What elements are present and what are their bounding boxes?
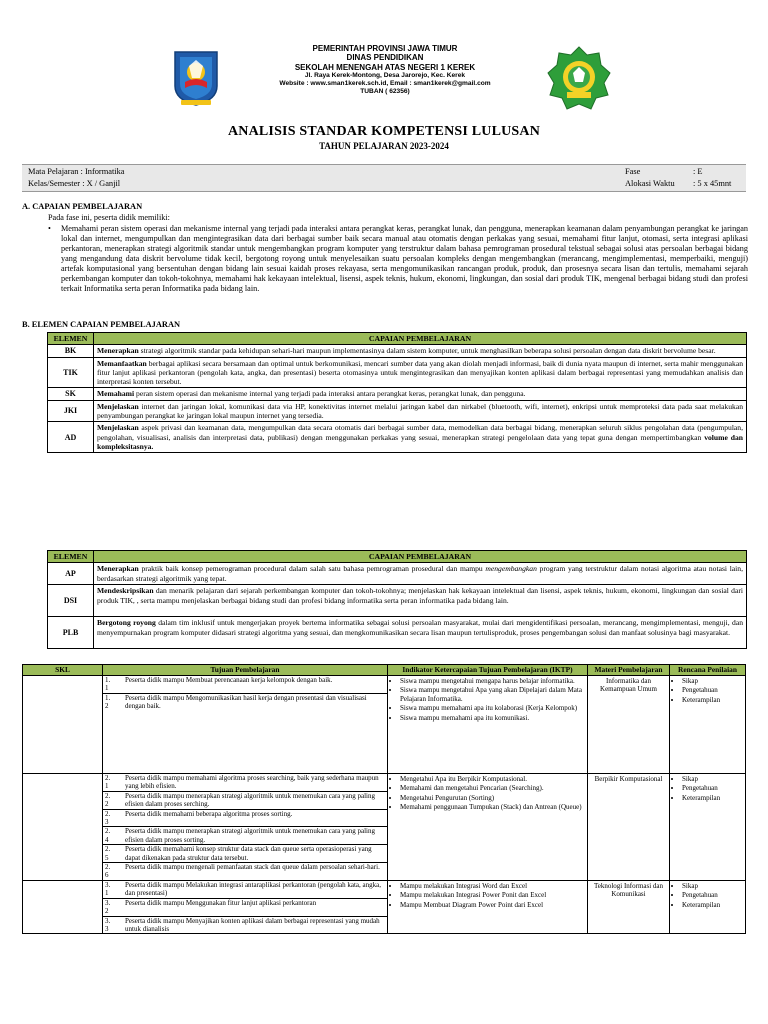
table-row xyxy=(48,563,747,585)
subject-field: Mata Pelajaran : Informatika xyxy=(28,167,125,176)
column-header: CAPAIAN PEMBELAJARAN xyxy=(94,551,747,563)
skl-cell xyxy=(23,676,103,774)
page-subtitle: TAHUN PELAJARAN 2023-2024 xyxy=(319,141,449,151)
assessment-cell xyxy=(670,880,746,933)
list-item: • Pengetahuan xyxy=(682,784,743,792)
indicators-cell xyxy=(388,676,588,774)
objective-item xyxy=(103,694,387,711)
table-row xyxy=(48,345,747,357)
list-item: • Sikap xyxy=(682,677,743,685)
learning-objectives-table xyxy=(22,664,746,934)
list-item: • Keterampilan xyxy=(682,696,743,704)
element-description xyxy=(94,388,747,400)
element-verb: Memahami xyxy=(97,389,135,399)
objective-number: 3. 3 xyxy=(105,916,111,933)
objectives-cell xyxy=(103,774,388,881)
objectives-cell xyxy=(103,880,388,933)
list-item: • Mampu melakukan Integrasi Power Ponit dan Excel xyxy=(400,891,585,899)
element-code: SK xyxy=(48,388,94,400)
element-description xyxy=(94,345,747,357)
objective-item xyxy=(103,845,387,863)
list-item: • Mengetahui Apa itu Berpikir Komputasional. xyxy=(400,775,585,783)
element-code: DSI xyxy=(48,585,94,617)
objective-number: 3. 2 xyxy=(105,898,111,916)
indicator-list xyxy=(390,677,585,722)
table-row xyxy=(23,880,746,933)
element-text: dan menarik pelajaran dari sejarah perkembangan komputer dan tokoh-tokohnya; menjelaskan hak kekayaan intelektual dan lisensi, aspek teknis, hukum, ekonomi, lingkungan dan sosial dari produk TIK, , serta mampu menjelaskan berbagai bidang studi dan profesi bidang informatika serta peran informatika pada bidang lain. xyxy=(97,586,743,605)
section-b-heading: B. ELEMEN CAPAIAN PEMBELAJARAN xyxy=(22,320,181,329)
table-row xyxy=(48,357,747,388)
objective-item xyxy=(103,827,387,845)
letterhead-school: SEKOLAH MENENGAH ATAS NEGERI 1 KEREK xyxy=(294,62,476,72)
objective-text: Peserta didik mampu Membuat perencanaan kerja kelompok dengan baik. xyxy=(125,676,333,684)
objective-item xyxy=(103,774,387,792)
element-verb: Memanfaatkan xyxy=(97,358,147,368)
objective-text: Peserta didik mampu Menggunakan fitur lanjut aplikasi perkantoran xyxy=(125,898,317,907)
table-row xyxy=(48,422,747,453)
element-verb: Menjelaskan xyxy=(97,423,139,433)
element-verb: Menerapkan xyxy=(97,346,139,356)
element-description xyxy=(94,585,747,617)
objective-text: Peserta didik mampu Mengomunikasikan hasil kerja dengan presentasi dan visualisasi dengan baik. xyxy=(125,693,367,711)
element-verb: Mendeskripsikan xyxy=(97,586,154,596)
column-header: ELEMEN xyxy=(48,551,94,563)
objectives-cell xyxy=(103,676,388,774)
objective-number: 2. 1 xyxy=(105,774,111,791)
element-text: praktik baik konsep pemerograman procedural dalam salah satu bahasa pemrograman prosedural dan mampu xyxy=(138,564,486,574)
element-description xyxy=(94,357,747,388)
list-item: • Pengetahuan xyxy=(682,891,743,899)
element-text-italic: mengembangkan xyxy=(485,564,537,574)
element-code: TIK xyxy=(48,357,94,388)
table-row xyxy=(48,400,747,422)
objective-item xyxy=(103,810,387,828)
element-verb: Bergotong royong xyxy=(97,618,156,628)
list-item: • Siswa mampu mengetahui mengapa harus belajar informatika. xyxy=(400,677,585,685)
objective-item xyxy=(103,881,387,899)
page-title: ANALISIS STANDAR KOMPETENSI LULUSAN xyxy=(227,124,541,139)
list-item: • Siswa mampu mengetahui Apa yang akan Dipelajari dalam Mata Pelajaran Informatika. xyxy=(400,686,585,703)
skl-cell xyxy=(23,774,103,881)
section-a-intro: Pada fase ini, peserta didik memiliki: xyxy=(48,213,170,222)
objective-item xyxy=(103,792,387,810)
assessment-list xyxy=(672,775,743,802)
bullet-icon: • xyxy=(48,224,51,233)
objective-number: 2. 3 xyxy=(105,809,111,827)
list-item: • Mengetahui Pengurutan (Sorting) xyxy=(400,794,585,802)
element-text: dalam tim inklusif untuk mengerjakan proyek bertema informatika sebagai solusi persoalan masyarakat, mulai dari mengidentifikasi persoalan, merancang, mengimplementasi, menguji, dan menyempurnakan program komputer didasari strategi algoritma yang sesuai, dan mengkomunikasikan secara lisan maupun tertulisproduk, proses pengembangan solusi dan manfaat solusinya bagi masyarakat. xyxy=(97,618,743,637)
elements-table-continued xyxy=(47,550,747,649)
phase-value: : E xyxy=(693,167,703,176)
objective-item xyxy=(103,899,387,917)
section-a-heading: A. CAPAIAN PEMBELAJARAN xyxy=(22,202,143,211)
assessment-cell xyxy=(670,676,746,774)
column-header: Materi Pembelajaran xyxy=(588,665,670,676)
material-cell: Informatika dan Kemampuan Umum xyxy=(588,676,670,774)
element-verb: Menjelaskan xyxy=(97,401,139,411)
assessment-cell xyxy=(670,774,746,881)
element-code: AD xyxy=(48,422,94,453)
element-text: internet dan jaringan lokal, komunikasi data via HP, konektivitas internet melalui jaringan kabel dan nirkabel (bluetooth, wifi, internet), enkripsi untuk memproteksi data pada saat melakukan penyambungan perangkat ke jaringan lokal maupun internet yang tersedia. xyxy=(97,401,743,421)
objective-number: 1. 2 xyxy=(105,693,111,711)
table-row xyxy=(48,388,747,400)
indicators-cell xyxy=(388,880,588,933)
objective-number: 2. 6 xyxy=(105,863,111,880)
letterhead-contact: Website : www.sman1kerek.sch.id, Email : sman1kerek@gmail.com xyxy=(279,79,491,87)
table-row xyxy=(48,585,747,617)
time-allocation-label: Alokasi Waktu xyxy=(625,179,675,188)
list-item: • Siswa mampu memahami apa itu kolaborasi (Kerja Kelompok) xyxy=(400,704,585,712)
objective-text: Peserta didik mampu mengenali pemanfaatan stack dan queue dalam persoalan sehari-hari. xyxy=(125,863,380,872)
east-java-emblem-icon xyxy=(171,48,221,106)
objective-number: 1. 1 xyxy=(105,676,111,693)
table-header-row xyxy=(48,551,747,563)
objective-item xyxy=(103,863,387,880)
element-text: peran sistem operasi dan mekanisme internal yang terjadi pada interaksi antara perangkat keras, perangkat lunak, dan pengguna. xyxy=(134,389,526,399)
column-header: Tujuan Pembelajaran xyxy=(103,665,388,676)
list-item: • Pengetahuan xyxy=(682,686,743,694)
objective-number: 3. 1 xyxy=(105,880,111,898)
element-code: BK xyxy=(48,345,94,357)
list-item: • Keterampilan xyxy=(682,794,743,802)
section-a-bullet xyxy=(48,224,748,294)
indicators-cell xyxy=(388,774,588,881)
section-a-bullet-text: Memahami peran sistem operasi dan mekanisme internal yang terjadi pada interaksi antara perangkat keras, perangkat lunak, dan pengguna, menerapkan keamanan dalam penyambungan perangkat ke jaringan lokal dan internet, mengumpulkan dan mengintegrasikan data dari berbagai sumber baik secara manual atau otomatis dengan perkakas yang sesuai, memahami fitur lanjut, otomasi, serta integrasi aplikasi perkantoran, menerapkan strategi algoritmik standar untuk mengembangkan program komputer yang terstruktur dalam bahasa pemrograman prosedural tekstual sebagai solusi atas persoalan berbagai bidang yang mengandung data diskrit bervolume tidak kecil, bergotong royong untuk menyelesaikan suatu persoalan kompleks dengan mengembangkan (merancang, mengimplementasi, memperbaiki, menguji) artefak komputasional yang bersentuhan dengan bidang lain sesuai kaidah proses rekayasa, serta mengomunikasikan rancangan produk, produk, dan prosesnya secara lisan dan tertulis, memahami sejarah perkembangan komputer dan tokoh-tokohnya, memahami hak kekayaan intelektual, lisensi, aspek teknis, hukum, ekonomi, lingkungan, dan sosial dari produk TIK, mengenal berbagai bidang studi dan profesi terkait Informatika serta peran Informatika pada bidang lain. xyxy=(61,224,748,293)
column-header: CAPAIAN PEMBELAJARAN xyxy=(94,333,747,345)
assessment-list xyxy=(672,677,743,704)
letterhead-city: TUBAN ( 62356) xyxy=(360,87,410,95)
objective-number: 2. 4 xyxy=(105,827,111,844)
phase-label: Fase xyxy=(625,167,641,176)
class-semester-field: Kelas/Semester : X / Ganjil xyxy=(28,179,121,188)
course-info-bar xyxy=(22,164,746,192)
objective-number: 2. 5 xyxy=(105,845,111,862)
element-text: strategi algoritmik standar pada kehidupan sehari-hari maupun implementasinya dalam sistem komputer, untuk menghasilkan beberapa solusi persoalan dengan data diskrit bervolume besar. xyxy=(138,346,716,356)
column-header: Indikator Ketercapaian Tujuan Pembelajaran (IKTP) xyxy=(388,665,588,676)
column-header: ELEMEN xyxy=(48,333,94,345)
element-description xyxy=(94,617,747,649)
objective-text: Peserta didik mampu memahami algoritma proses searching, baik yang sederhana maupun yang lebih efisien. xyxy=(125,774,379,791)
material-cell: Berpikir Komputasional xyxy=(588,774,670,881)
time-allocation-value: : 5 x 45mnt xyxy=(693,179,732,188)
element-description xyxy=(94,400,747,422)
material-cell: Teknologi Informasi dan Komunikasi xyxy=(588,880,670,933)
column-header: Rencana Penilaian xyxy=(670,665,746,676)
school-logo-icon xyxy=(547,46,611,110)
objective-item xyxy=(103,676,387,694)
table-row xyxy=(23,676,746,774)
element-code: JKI xyxy=(48,400,94,422)
column-header: SKL xyxy=(23,665,103,676)
table-header-row xyxy=(48,333,747,345)
element-description xyxy=(94,563,747,585)
elements-table xyxy=(47,332,747,453)
assessment-list xyxy=(672,882,743,909)
letterhead-dept: DINAS PENDIDIKAN xyxy=(346,53,424,63)
letterhead-address: Jl. Raya Kerek-Montong, Desa Jarorejo, Kec. Kerek xyxy=(304,71,466,79)
element-description xyxy=(94,422,747,453)
element-code: PLB xyxy=(48,617,94,649)
list-item: • Sikap xyxy=(682,775,743,783)
element-text: berbagai aplikasi secara bersamaan dan optimal untuk berkomunikasi, mencari sumber data yang akan diolah menjadi informasi, baik di dunia nyata maupun di internet, serta mahir menggunakan fitur lanjut aplikasi perkantoran (pengolah kata, angka, dan presentasi) beserta otomasinya untuk mengintegrasikan dan menyajikan konten aplikasi dalam berbagai representasi yang memudahkan analisis dan interpretasi konten tersebut. xyxy=(97,358,743,387)
list-item: • Memahami dan mengetahui Pencarian (Searching). xyxy=(400,784,585,792)
table-row xyxy=(48,617,747,649)
list-item: • Keterampilan xyxy=(682,901,743,909)
element-verb: Menerapkan xyxy=(97,564,139,574)
letterhead-text xyxy=(230,44,540,96)
element-text: aspek privasi dan keamanan data, mengumpulkan data secara otomatis dari berbagai sumber data, memodelkan data berbagai bidang, menerapkan seluruh siklus pengolahan data (pengumpulan, pengolahan, visualisasi, analisis dan interpretasi data, publikasi) dengan menggunakan perkakas yang sesuai, menerapkan strategi pengelolaan data yang tepat guna dengan mempertimbangkan xyxy=(97,423,743,442)
letterhead xyxy=(0,42,768,102)
objective-text: Peserta didik memahami beberapa algoritma proses sorting. xyxy=(125,809,293,818)
objective-text: Peserta didik memahami konsep struktur data stack dan queue serta operasioperasi yang dapat dikenakan pada struktur data tersebut. xyxy=(125,845,372,862)
element-code: AP xyxy=(48,563,94,585)
objective-text: Peserta didik mampu menerapkan strategi algoritmik untuk menemukan cara yang paling efisien dalam proses serching. xyxy=(125,791,375,809)
objective-text: Peserta didik mampu Melakukan integrasi antaraplikasi perkantoran (pengolah kata, angka, dan presentasi) xyxy=(125,880,381,898)
letterhead-gov: PEMERINTAH PROVINSI JAWA TIMUR xyxy=(312,44,458,53)
list-item: • Memahami penggunaan Tumpukan (Stack) dan Antrean (Queue) xyxy=(400,803,585,811)
table-row xyxy=(23,774,746,881)
indicator-list xyxy=(390,882,585,909)
list-item: • Sikap xyxy=(682,882,743,890)
objective-number: 2. 2 xyxy=(105,791,111,809)
skl-cell xyxy=(23,880,103,933)
objective-item xyxy=(103,917,387,934)
list-item: • Siswa mampu memahami apa itu komunikasi. xyxy=(400,714,585,722)
element-text: program yang terstruktur dalam notasi algoritma atau notasi lain, berdasarkan strategi algoritmik yang tepat. xyxy=(97,564,743,583)
element-text-bold-tail: volume dan kompleksitasnya. xyxy=(97,432,743,451)
objective-text: Peserta didik mampu Menyajikan konten aplikasi dalam berbagai representasi yang mudah untuk dianalisis xyxy=(125,916,380,933)
list-item: • Mampu melakukan Integrasi Word dan Excel xyxy=(400,882,585,890)
indicator-list xyxy=(390,775,585,812)
list-item: • Mampu Membuat Diagram Power Point dari Excel xyxy=(400,901,585,909)
objective-text: Peserta didik mampu menerapkan strategi algoritmik untuk menemukan cara yang paling efisien dalam proses sorting. xyxy=(125,827,375,844)
table-header-row xyxy=(23,665,746,676)
